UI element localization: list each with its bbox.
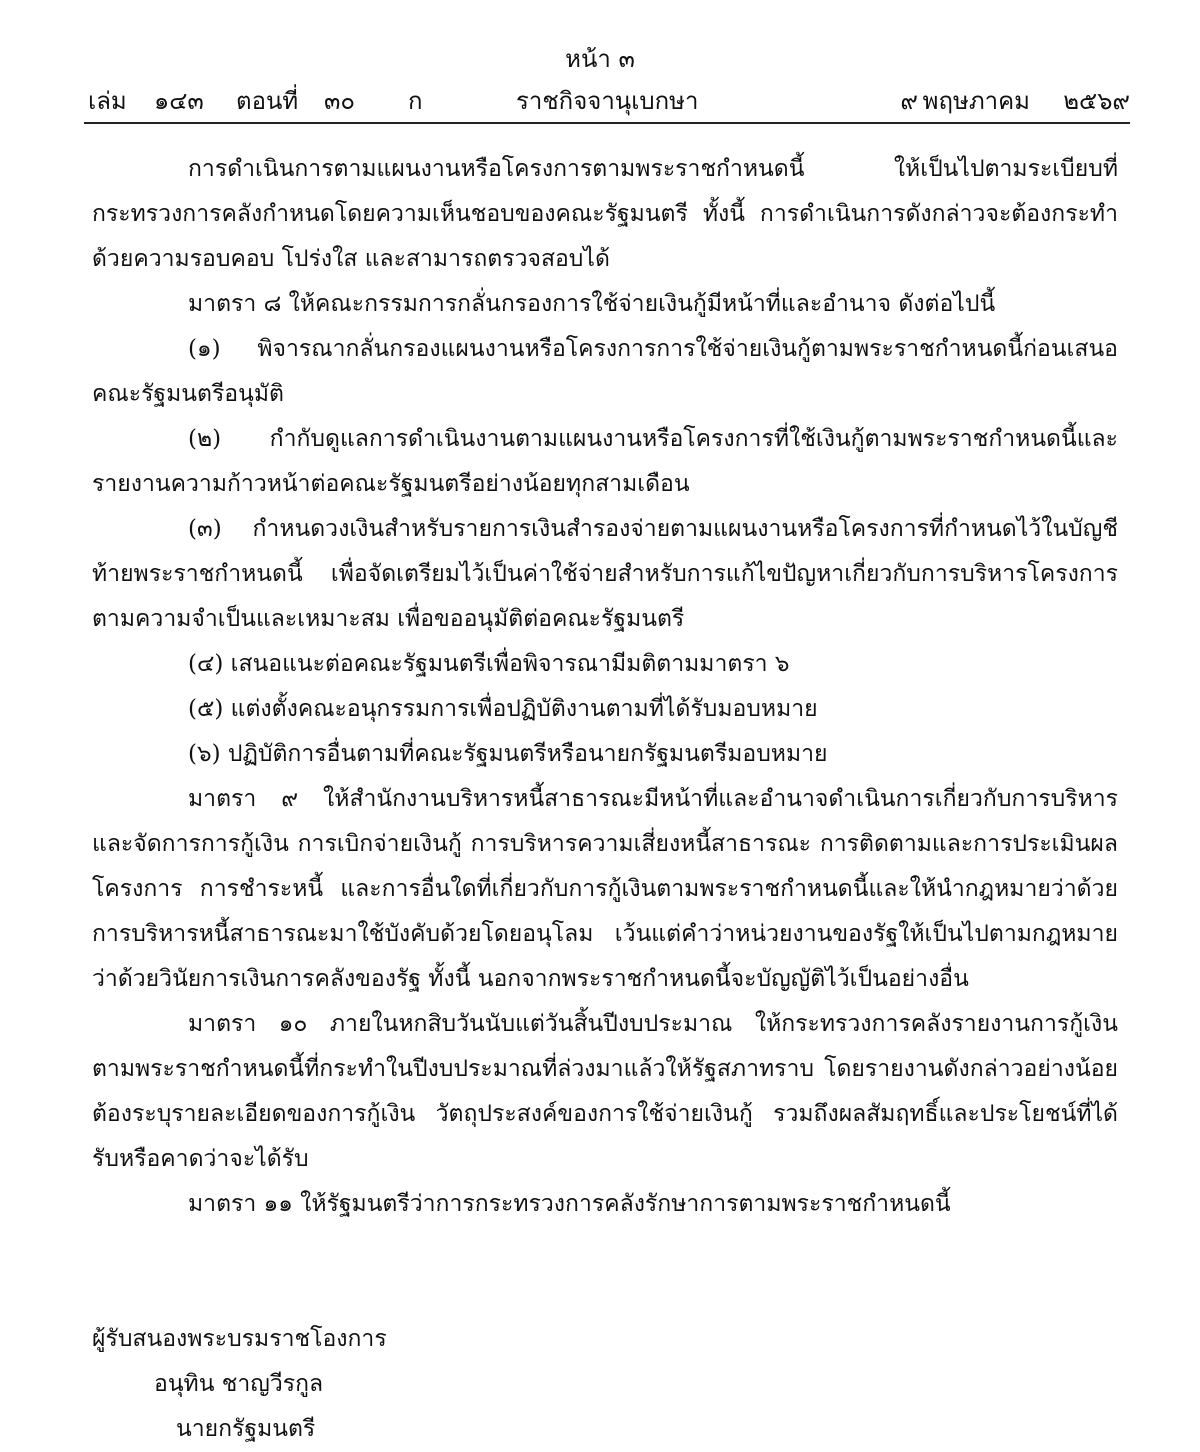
paragraph-implementation: การดำเนินการตามแผนงานหรือโครงการตามพระราชกำหนดนี้ ให้เป็นไปตามระเบียบที่กระทรวงการคลังกำหนดโดยความเห็นชอบของคณะรัฐมนตรี ทั้งนี้ การดำเนินการดังกล่าวจะต้องกระทำด้วยความรอบคอบ โปร่งใส และสามารถตรวจสอบได้ <box>92 156 1118 272</box>
countersign-line: ผู้รับสนองพระบรมราชโองการ <box>92 1326 387 1352</box>
page-number: หน้า ๓ <box>565 45 635 73</box>
section-8-item-3: (๓) กำหนดวงเงินสำหรับรายการเงินสำรองจ่ายตามแผนงานหรือโครงการที่กำหนดไว้ในบัญชีท้ายพระราชกำหนดนี้ เพื่อจัดเตรียมไว้เป็นค่าใช้จ่ายสำหรับการแก้ไขปัญหาเกี่ยวกับการบริหารโครงการตามความจำเป็นและเหมาะสม เพื่อขออนุมัติต่อคณะรัฐมนตรี <box>92 516 1118 632</box>
header-rule <box>84 122 1130 124</box>
section-letter: ก <box>408 87 423 115</box>
section-8-item-6: (๖) ปฏิบัติการอื่นตามที่คณะรัฐมนตรีหรือนายกรัฐมนตรีมอบหมาย <box>188 741 828 767</box>
section-8-item-4: (๔) เสนอแนะต่อคณะรัฐมนตรีเพื่อพิจารณามีมติตามมาตรา ๖ <box>188 651 790 677</box>
section-10: มาตรา ๑๐ ภายในหกสิบวันนับแต่วันสิ้นปีงบประมาณ ให้กระทรวงการคลังรายงานการกู้เงินตามพระราชกำหนดนี้ที่กระทำในปีงบประมาณที่ล่วงมาแล้วให้รัฐสภาทราบ โดยรายงานดังกล่าวอย่างน้อยต้องระบุรายละเอียดของการกู้เงิน วัตถุประสงค์ของการใช้จ่ายเงินกู้ รวมถึงผลสัมฤทธิ์และประโยชน์ที่ได้รับหรือคาดว่าจะได้รับ <box>92 1011 1118 1172</box>
signatory-name: อนุทิน ชาญวีรกูล <box>154 1371 324 1397</box>
volume-label: เล่ม <box>88 87 127 115</box>
gazette-name: ราชกิจจานุเบกษา <box>516 87 699 115</box>
section-11: มาตรา ๑๑ ให้รัฐมนตรีว่าการกระทรวงการคลังรักษาการตามพระราชกำหนดนี้ <box>188 1191 951 1217</box>
signatory-title: นายกรัฐมนตรี <box>176 1416 316 1442</box>
date-month: พฤษภาคม <box>922 87 1030 115</box>
date-year: ๒๕๖๙ <box>1063 87 1130 115</box>
section-label: ตอนที่ <box>236 87 299 115</box>
section-8-heading: มาตรา ๘ ให้คณะกรรมการกลั่นกรองการใช้จ่ายเงินกู้มีหน้าที่และอำนาจ ดังต่อไปนี้ <box>188 291 996 317</box>
document-body <box>92 147 1118 1227</box>
signature-block <box>92 1317 692 1452</box>
gazette-header <box>88 84 1130 118</box>
date-day: ๙ <box>900 87 918 115</box>
section-8-item-5: (๕) แต่งตั้งคณะอนุกรรมการเพื่อปฏิบัติงานตามที่ได้รับมอบหมาย <box>188 696 818 722</box>
volume-number: ๑๔๓ <box>154 87 204 115</box>
section-8-item-2: (๒) กำกับดูแลการดำเนินงานตามแผนงานหรือโครงการที่ใช้เงินกู้ตามพระราชกำหนดนี้และรายงานความก้าวหน้าต่อคณะรัฐมนตรีอย่างน้อยทุกสามเดือน <box>92 426 1118 497</box>
section-8-item-1: (๑) พิจารณากลั่นกรองแผนงานหรือโครงการการใช้จ่ายเงินกู้ตามพระราชกำหนดนี้ก่อนเสนอคณะรัฐมนตรีอนุมัติ <box>92 336 1118 407</box>
section-9: มาตรา ๙ ให้สำนักงานบริหารหนี้สาธารณะมีหน้าที่และอำนาจดำเนินการเกี่ยวกับการบริหารและจัดการการกู้เงิน การเบิกจ่ายเงินกู้ การบริหารความเสี่ยงหนี้สาธารณะ การติดตามและการประเมินผลโครงการ การชำระหนี้ และการอื่นใดที่เกี่ยวกับการกู้เงินตามพระราชกำหนดนี้และให้นำกฎหมายว่าด้วยการบริหารหนี้สาธารณะมาใช้บังคับด้วยโดยอนุโลม เว้นแต่คำว่าหน่วยงานของรัฐให้เป็นไปตามกฎหมายว่าด้วยวินัยการเงินการคลังของรัฐ ทั้งนี้ นอกจากพระราชกำหนดนี้จะบัญญัติไว้เป็นอย่างอื่น <box>92 786 1118 992</box>
section-number: ๓๐ <box>324 87 356 115</box>
